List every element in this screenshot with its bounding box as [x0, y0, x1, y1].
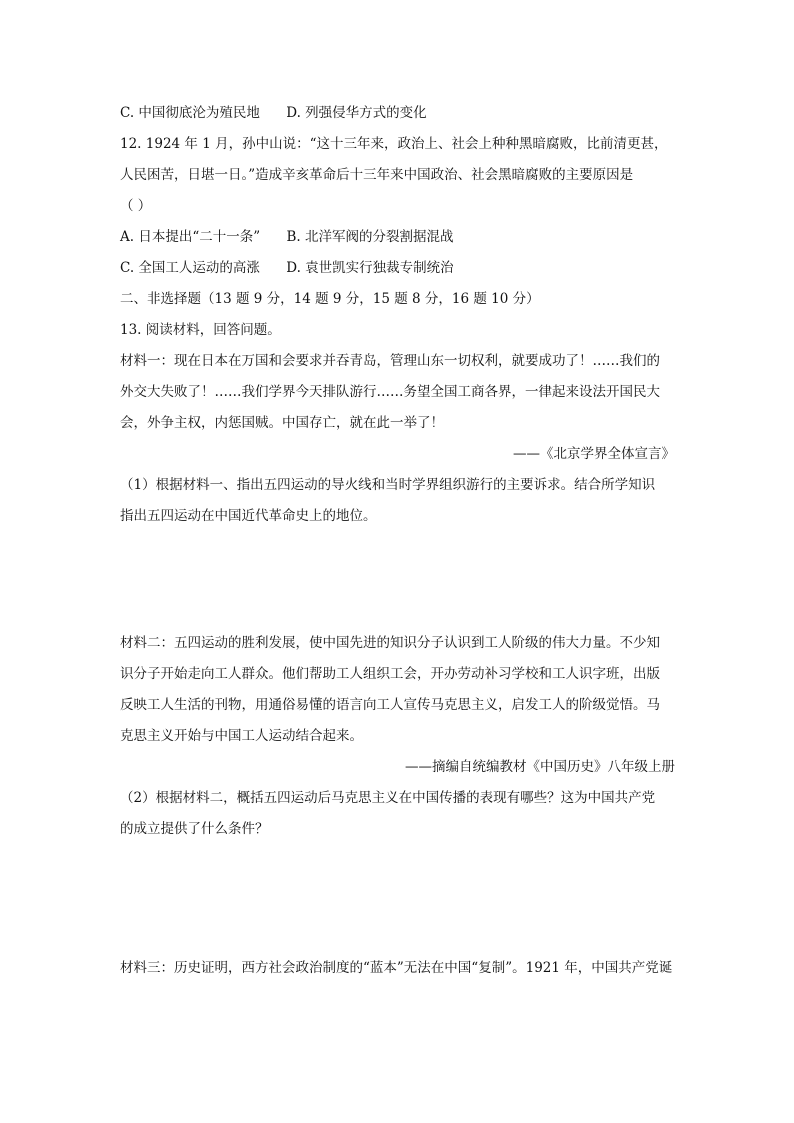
answer-space-2 — [120, 845, 675, 953]
q13-prompt: 13. 阅读材料，回答问题。 — [120, 322, 281, 338]
section-heading: 二、非选择题（13 题 9 分，14 题 9 分，15 题 8 分，16 题 10 分） — [120, 291, 540, 307]
question2-line-2: 的成立提供了什么条件？ — [120, 821, 269, 837]
answer-space-1 — [120, 532, 675, 628]
page-content — [120, 98, 675, 984]
question1-line-2: 指出五四运动在中国近代革命史上的地位。 — [120, 508, 377, 524]
question1-line-1: （1）根据材料一、指出五四运动的导火线和当时学界组织游行的主要诉求。结合所学知识 — [120, 477, 656, 493]
material2-line-2: 识分子开始走向工人群众。他们帮助工人组织工会，开办劳动补习学校和工人识字班，出版 — [120, 666, 660, 682]
material2-line-1: 材料二：五四运动的胜利发展，使中国先进的知识分子认识到工人阶级的伟大力量。不少知 — [120, 635, 660, 651]
q11-option-d: D. 列强侵华方式的变化 — [286, 105, 427, 121]
material1-source: ——《北京学界全体宣言》 — [513, 446, 675, 462]
q12-stem-line-2: 人民困苦，日堪一日。”造成辛亥革命后十三年来中国政治、社会黑暗腐败的主要原因是 — [120, 167, 634, 183]
q11-options-cd — [120, 98, 675, 129]
question2-line-1: （2）根据材料二，概括五四运动后马克思主义在中国传播的表现有哪些？这为中国共产党 — [120, 790, 656, 806]
material1-line-1: 材料一：现在日本在万国和会要求并吞青岛，管理山东一切权利，就要成功了！……我们的 — [120, 353, 660, 369]
material2-source: ——摘编自统编教材《中国历史》八年级上册 — [405, 759, 675, 775]
q12-option-b: B. 北洋军阀的分裂割据混战 — [286, 229, 454, 245]
material2-line-4: 克思主义开始与中国工人运动结合起来。 — [120, 728, 363, 744]
q12-stem-line-1: 12. 1924 年 1 月，孙中山说：“这十三年来，政治上、社会上种种黑暗腐败，比前清更甚， — [120, 136, 668, 152]
q12-option-d: D. 袁世凯实行独裁专制统治 — [286, 260, 454, 276]
q12-option-c: C. 全国工人运动的高涨 — [120, 260, 260, 276]
material2-line-3: 反映工人生活的刊物，用通俗易懂的语言向工人宣传马克思主义，启发工人的阶级觉悟。马 — [120, 697, 660, 713]
q11-option-c: C. 中国彻底沦为殖民地 — [120, 105, 260, 121]
material3-line-1: 材料三：历史证明，西方社会政治制度的“蓝本”无法在中国“复制”。1921 年，中国共产党诞 — [120, 960, 673, 976]
q12-options-ab — [120, 222, 675, 253]
material1-line-2: 外交大失败了！……我们学界今天排队游行……务望全国工商各界，一律起来设法开国民大 — [120, 384, 660, 400]
material1-line-3: 会，外争主权，内惩国贼。中国存亡，就在此一举了！ — [120, 415, 444, 431]
q12-answer-blank: （ ） — [120, 198, 152, 214]
q12-options-cd — [120, 253, 675, 284]
q12-option-a: A. 日本提出“二十一条” — [120, 229, 261, 245]
